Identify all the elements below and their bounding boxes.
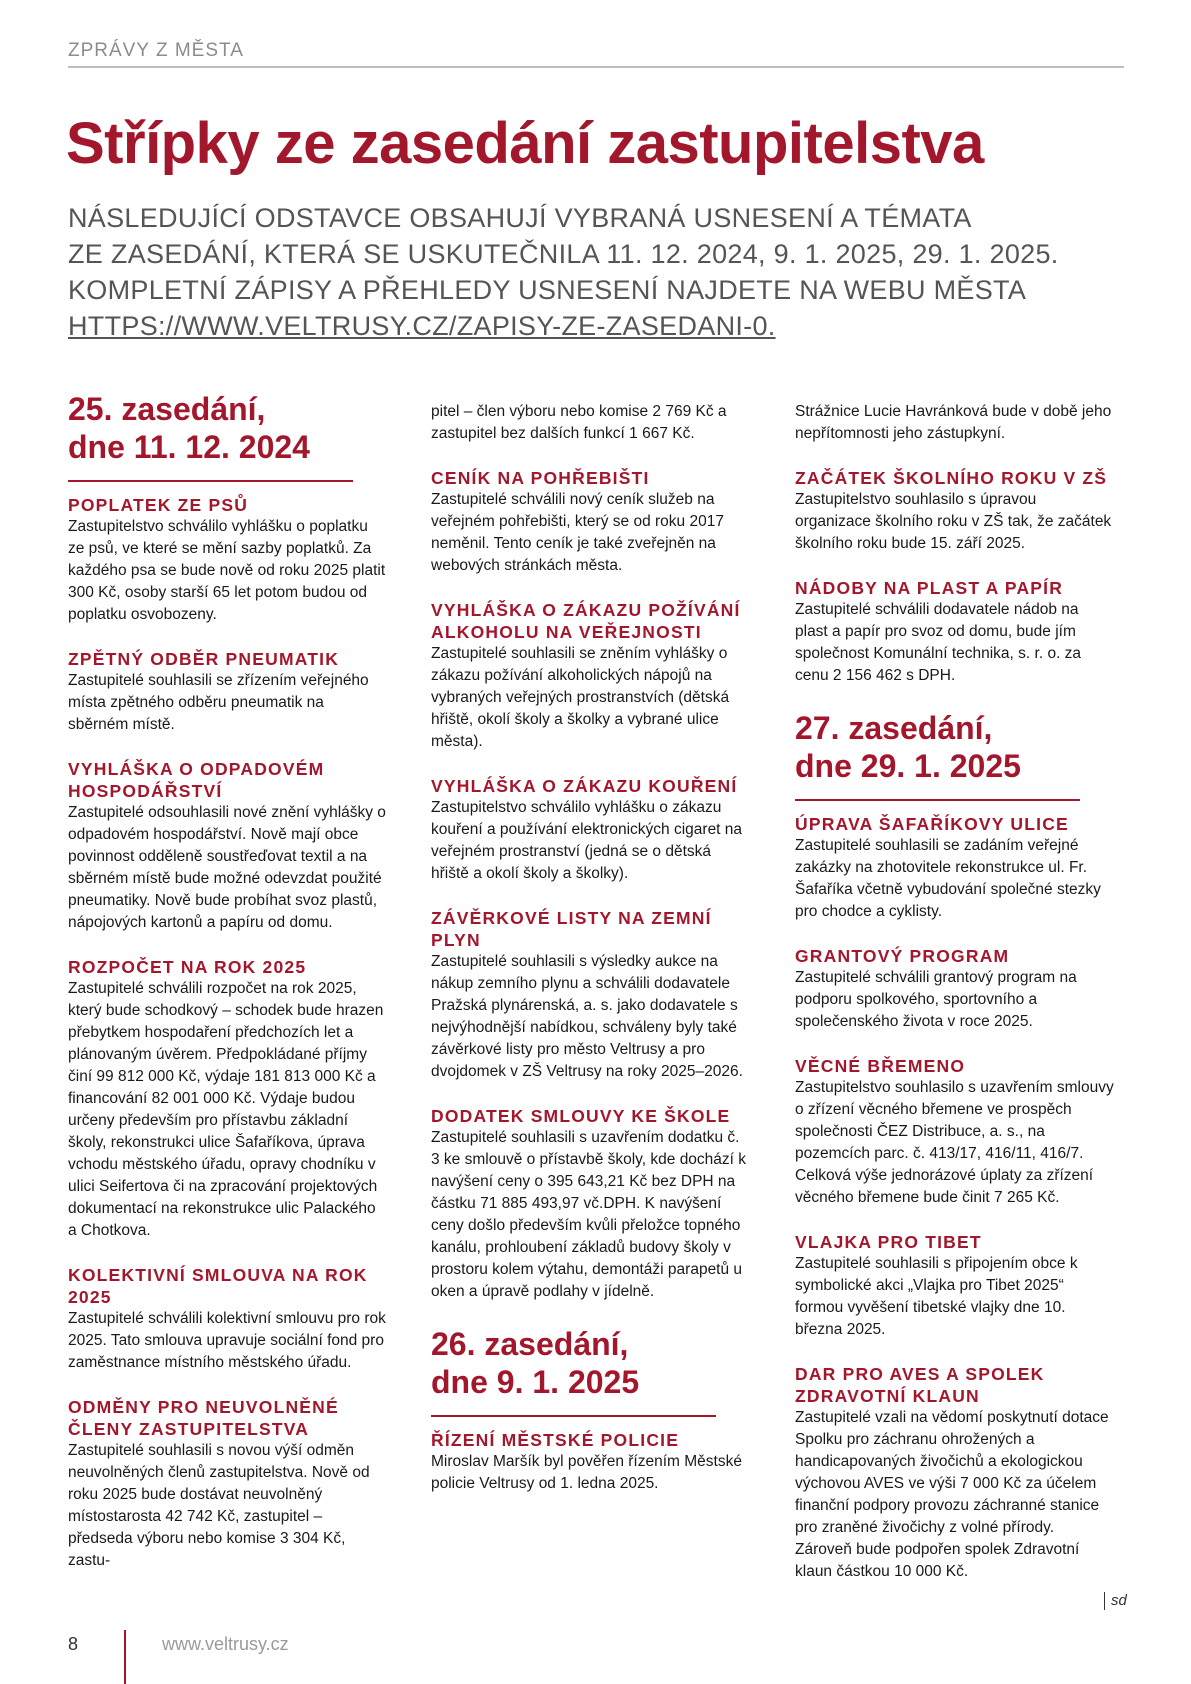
meeting-rule: [68, 480, 353, 482]
article-title: VYHLÁŠKA O ODPADOVÉM HOSPODÁŘSTVÍ: [68, 759, 325, 801]
article-body: Zastupitelé souhlasili s novou výší odměn neuvolněných členů zastupitelstva. Nově od roku 2025 bude dostávat neuvolněný místostarosta 42 742 Kč, zastupitel – předseda výboru nebo komise 3 304 Kč, zastu-: [68, 1442, 370, 1569]
column-2: [431, 401, 751, 1517]
article-item: [68, 956, 388, 1242]
article-item: [431, 775, 751, 885]
article-body: Zastupitelé schválili dodavatele nádob na plast a papír pro svoz od domu, bude jím společnost Komunální technika, s. r. o. za cenu 2 156 462 s DPH.: [795, 601, 1082, 684]
article-body: Miroslav Maršík byl pověřen řízením Městské policie Veltrusy od 1. ledna 2025.: [431, 1453, 742, 1492]
lead-paragraph: [68, 200, 1128, 344]
article-body: Zastupitelé odsouhlasili nové znění vyhlášky o odpadovém hospodářství. Nově mají obce povinnost odděleně soustřeďovat textil a na sběrném místě bude možné odevzdat použité pneumatiky. Nově bude probíhat svoz plastů, nápojových kartonů a papíru od domu.: [68, 804, 386, 931]
article-body: Zastupitelstvo souhlasilo s úpravou organizace školního roku v ZŠ tak, že začátek školního roku bude 15. září 2025.: [795, 491, 1112, 552]
article-title: ZPĚTNÝ ODBĚR PNEUMATIK: [68, 649, 340, 669]
meeting-heading-line: 27. zasedání,: [795, 710, 993, 746]
column-3: [795, 401, 1115, 1605]
article-title: VYHLÁŠKA O ZÁKAZU POŽÍVÁNÍ ALKOHOLU NA VEŘEJNOSTI: [431, 600, 741, 642]
article-body: Zastupitelé souhlasili se zadáním veřejné zakázky na zhotovitele rekonstrukce ul. Fr. Šafaříka včetně vybudování společné stezky pro chodce a cyklisty.: [795, 837, 1101, 920]
meeting-heading-line: 26. zasedání,: [431, 1326, 629, 1362]
article-item: [795, 1055, 1115, 1209]
article-body: Zastupitelé souhlasili se zněním vyhlášky o zákazu požívání alkoholických nápojů na vybraných veřejných prostranstvích (dětská hřiště, okolí školy a školky a vybrané ulice města).: [431, 645, 730, 750]
article-item: [431, 599, 751, 753]
article-item: [795, 1231, 1115, 1341]
article-item: [795, 577, 1115, 687]
article-body: Zastupitelé vzali na vědomí poskytnutí dotace Spolku pro záchranu ohrožených a handicapovaných živočichů a ekologickou výchovou AVES ve výši 7 000 Kč za účelem finanční podpory provozu záchranné stanice pro zraněné živočichy z volné přírody. Zároveň bude podpořen spolek Zdravotní klaun částkou 10 000 Kč.: [795, 1409, 1109, 1580]
article-title: ÚPRAVA ŠAFAŘÍKOVY ULICE: [795, 814, 1069, 834]
article-title: VLAJKA PRO TIBET: [795, 1232, 982, 1252]
article-title: ZAČÁTEK ŠKOLNÍHO ROKU V ZŠ: [795, 468, 1108, 488]
article-title: ŘÍZENÍ MĚSTSKÉ POLICIE: [431, 1430, 680, 1450]
continued-text: Strážnice Lucie Havránková bude v době jeho nepřítomnosti jeho zástupkyní.: [795, 403, 1112, 442]
article-item: [68, 758, 388, 934]
meeting-heading-line: dne 9. 1. 2025: [431, 1364, 640, 1400]
article-title: ROZPOČET NA ROK 2025: [68, 957, 307, 977]
article-item: [795, 813, 1115, 923]
meeting-rule: [795, 799, 1080, 801]
article-item: [431, 1105, 751, 1303]
article-body: Zastupitelstvo schválilo vyhlášku o poplatku ze psů, ve které se mění sazby poplatků. Za každého psa se bude nově od roku 2025 platit 300 Kč, osoby starší 65 let potom budou od poplatku osvobozeny.: [68, 518, 386, 623]
article-title: VYHLÁŠKA O ZÁKAZU KOUŘENÍ: [431, 776, 738, 796]
article-body: Zastupitelé souhlasili s připojením obce k symbolické akci „Vlajka pro Tibet 2025“ formou vyvěšení tibetské vlajky dne 10. března 2025.: [795, 1255, 1078, 1338]
article-title: VĚCNÉ BŘEMENO: [795, 1056, 966, 1076]
article-body: Zastupitelé schválili kolektivní smlouvu pro rok 2025. Tato smlouva upravuje sociální fond pro zaměstnance místního městského úřadu.: [68, 1310, 386, 1371]
lead-line: KOMPLETNÍ ZÁPISY A PŘEHLEDY USNESENÍ NAJDETE NA WEBU MĚSTA: [68, 275, 1027, 305]
article-item: [68, 494, 388, 626]
page-title: Střípky ze zasedání zastupitelstva: [66, 111, 984, 176]
continued-text: pitel – člen výboru nebo komise 2 769 Kč a zastupitel bez dalších funkcí 1 667 Kč.: [431, 403, 727, 442]
meeting-heading-line: dne 29. 1. 2025: [795, 748, 1021, 784]
article-title: NÁDOBY NA PLAST A PAPÍR: [795, 578, 1064, 598]
article-item: [795, 945, 1115, 1033]
article-title: DODATEK SMLOUVY KE ŠKOLE: [431, 1106, 731, 1126]
article-item: [795, 467, 1115, 555]
meeting-heading-27: [795, 709, 1115, 785]
footer-website-link[interactable]: www.veltrusy.cz: [162, 1634, 289, 1654]
minutes-link[interactable]: HTTPS://WWW.VELTRUSY.CZ/ZAPISY-ZE-ZASEDANI-0.: [68, 311, 776, 341]
meeting-heading-line: dne 11. 12. 2024: [68, 429, 310, 465]
article-body: Zastupitelstvo schválilo vyhlášku o zákazu kouření a používání elektronických cigaret na veřejném prostranství (jedná se o dětská hřiště a okolí školy a školky).: [431, 799, 743, 882]
article-title: ZÁVĚRKOVÉ LISTY NA ZEMNÍ PLYN: [431, 908, 712, 950]
article-item: [431, 1429, 751, 1495]
article-body: Zastupitelé souhlasili s uzavřením dodatku č. 3 ke smlouvě o přístavbě školy, kde dochází k navýšení ceny o 395 643,21 Kč bez DPH na částku 71 885 493,97 vč.DPH. K navýšení ceny došlo především kvůli přeložce topného kanálu, prohloubení základů budovy školy v prostoru kolem výtahu, demontáži parapetů u oken a úpravě podlahy v jídelně.: [431, 1129, 747, 1300]
lead-line: ZE ZASEDÁNÍ, KTERÁ SE USKUTEČNILA 11. 12. 2024, 9. 1. 2025, 29. 1. 2025.: [68, 239, 1059, 269]
meeting-heading-26: [431, 1325, 751, 1401]
article-item: [431, 907, 751, 1083]
article-body: Zastupitelstvo souhlasilo s uzavřením smlouvy o zřízení věcného břemene ve prospěch společnosti ČEZ Distribuce, a. s., na pozemcích parc. č. 413/17, 416/11, 416/7. Celková výše jednorázové úplaty za zřízení věcného břemene bude činit 7 265 Kč.: [795, 1079, 1114, 1206]
article-body: Zastupitelé schválili nový ceník služeb na veřejném pohřebišti, který se od roku 2017 neměnil. Tento ceník je také zveřejněn na webových stránkách města.: [431, 491, 724, 574]
lead-line: NÁSLEDUJÍCÍ ODSTAVCE OBSAHUJÍ VYBRANÁ USNESENÍ A TÉMATA: [68, 203, 972, 233]
meeting-heading-25: [68, 390, 388, 466]
meeting-heading-line: 25. zasedání,: [68, 391, 266, 427]
meeting-rule: [431, 1415, 716, 1417]
article-body: Zastupitelé souhlasili se zřízením veřejného místa zpětného odběru pneumatik na sběrném místě.: [68, 672, 369, 733]
article-title: CENÍK NA POHŘEBIŠTI: [431, 468, 650, 488]
column-1: [68, 390, 388, 1594]
article-title: POPLATEK ZE PSŮ: [68, 495, 249, 515]
article-item: [68, 1264, 388, 1374]
top-rule: [68, 66, 1124, 68]
article-title: DAR PRO AVES A SPOLEK ZDRAVOTNÍ KLAUN: [795, 1364, 1045, 1406]
article-body: Zastupitelé souhlasili s výsledky aukce na nákup zemního plynu a schválili dodavatele Pražská plynárenská, a. s. jako dodavatele s nejvýhodnější nabídkou, schváleny byly také závěrkové listy pro město Veltrusy a pro dvojdomek v ZŠ Veltrusy na roky 2025–2026.: [431, 953, 743, 1080]
page-number: 8: [68, 1634, 79, 1654]
article-title: GRANTOVÝ PROGRAM: [795, 946, 1010, 966]
article-title: KOLEKTIVNÍ SMLOUVA NA ROK 2025: [68, 1265, 368, 1307]
article-body: Zastupitelé schválili grantový program na podporu spolkového, sportovního a společenského života v roce 2025.: [795, 969, 1077, 1030]
footer-divider: [124, 1630, 126, 1684]
article-item: [68, 648, 388, 736]
article-item: [68, 1396, 388, 1572]
article-item: [795, 1363, 1115, 1583]
author-signature: sd: [1104, 1592, 1127, 1610]
section-label: ZPRÁVY Z MĚSTA: [68, 40, 244, 61]
article-item: [431, 467, 751, 577]
article-body: Zastupitelé schválili rozpočet na rok 2025, který bude schodkový – schodek bude hrazen přebytkem hospodaření předchozích let a plánovaným úvěrem. Předpokládané příjmy činí 99 812 000 Kč, výdaje 181 813 000 Kč a financování 82 001 000 Kč. Výdaje budou určeny především pro přístavbu základní školy, rekonstrukci ulice Šafaříkova, úprava vchodu městského úřadu, opravy chodníku v ulici Seifertova či na zpracování projektových dokumentací na rekonstrukce ulic Palackého a Chotkova.: [68, 980, 384, 1239]
article-title: ODMĚNY PRO NEUVOLNĚNÉ ČLENY ZASTUPITELSTVA: [68, 1397, 339, 1439]
